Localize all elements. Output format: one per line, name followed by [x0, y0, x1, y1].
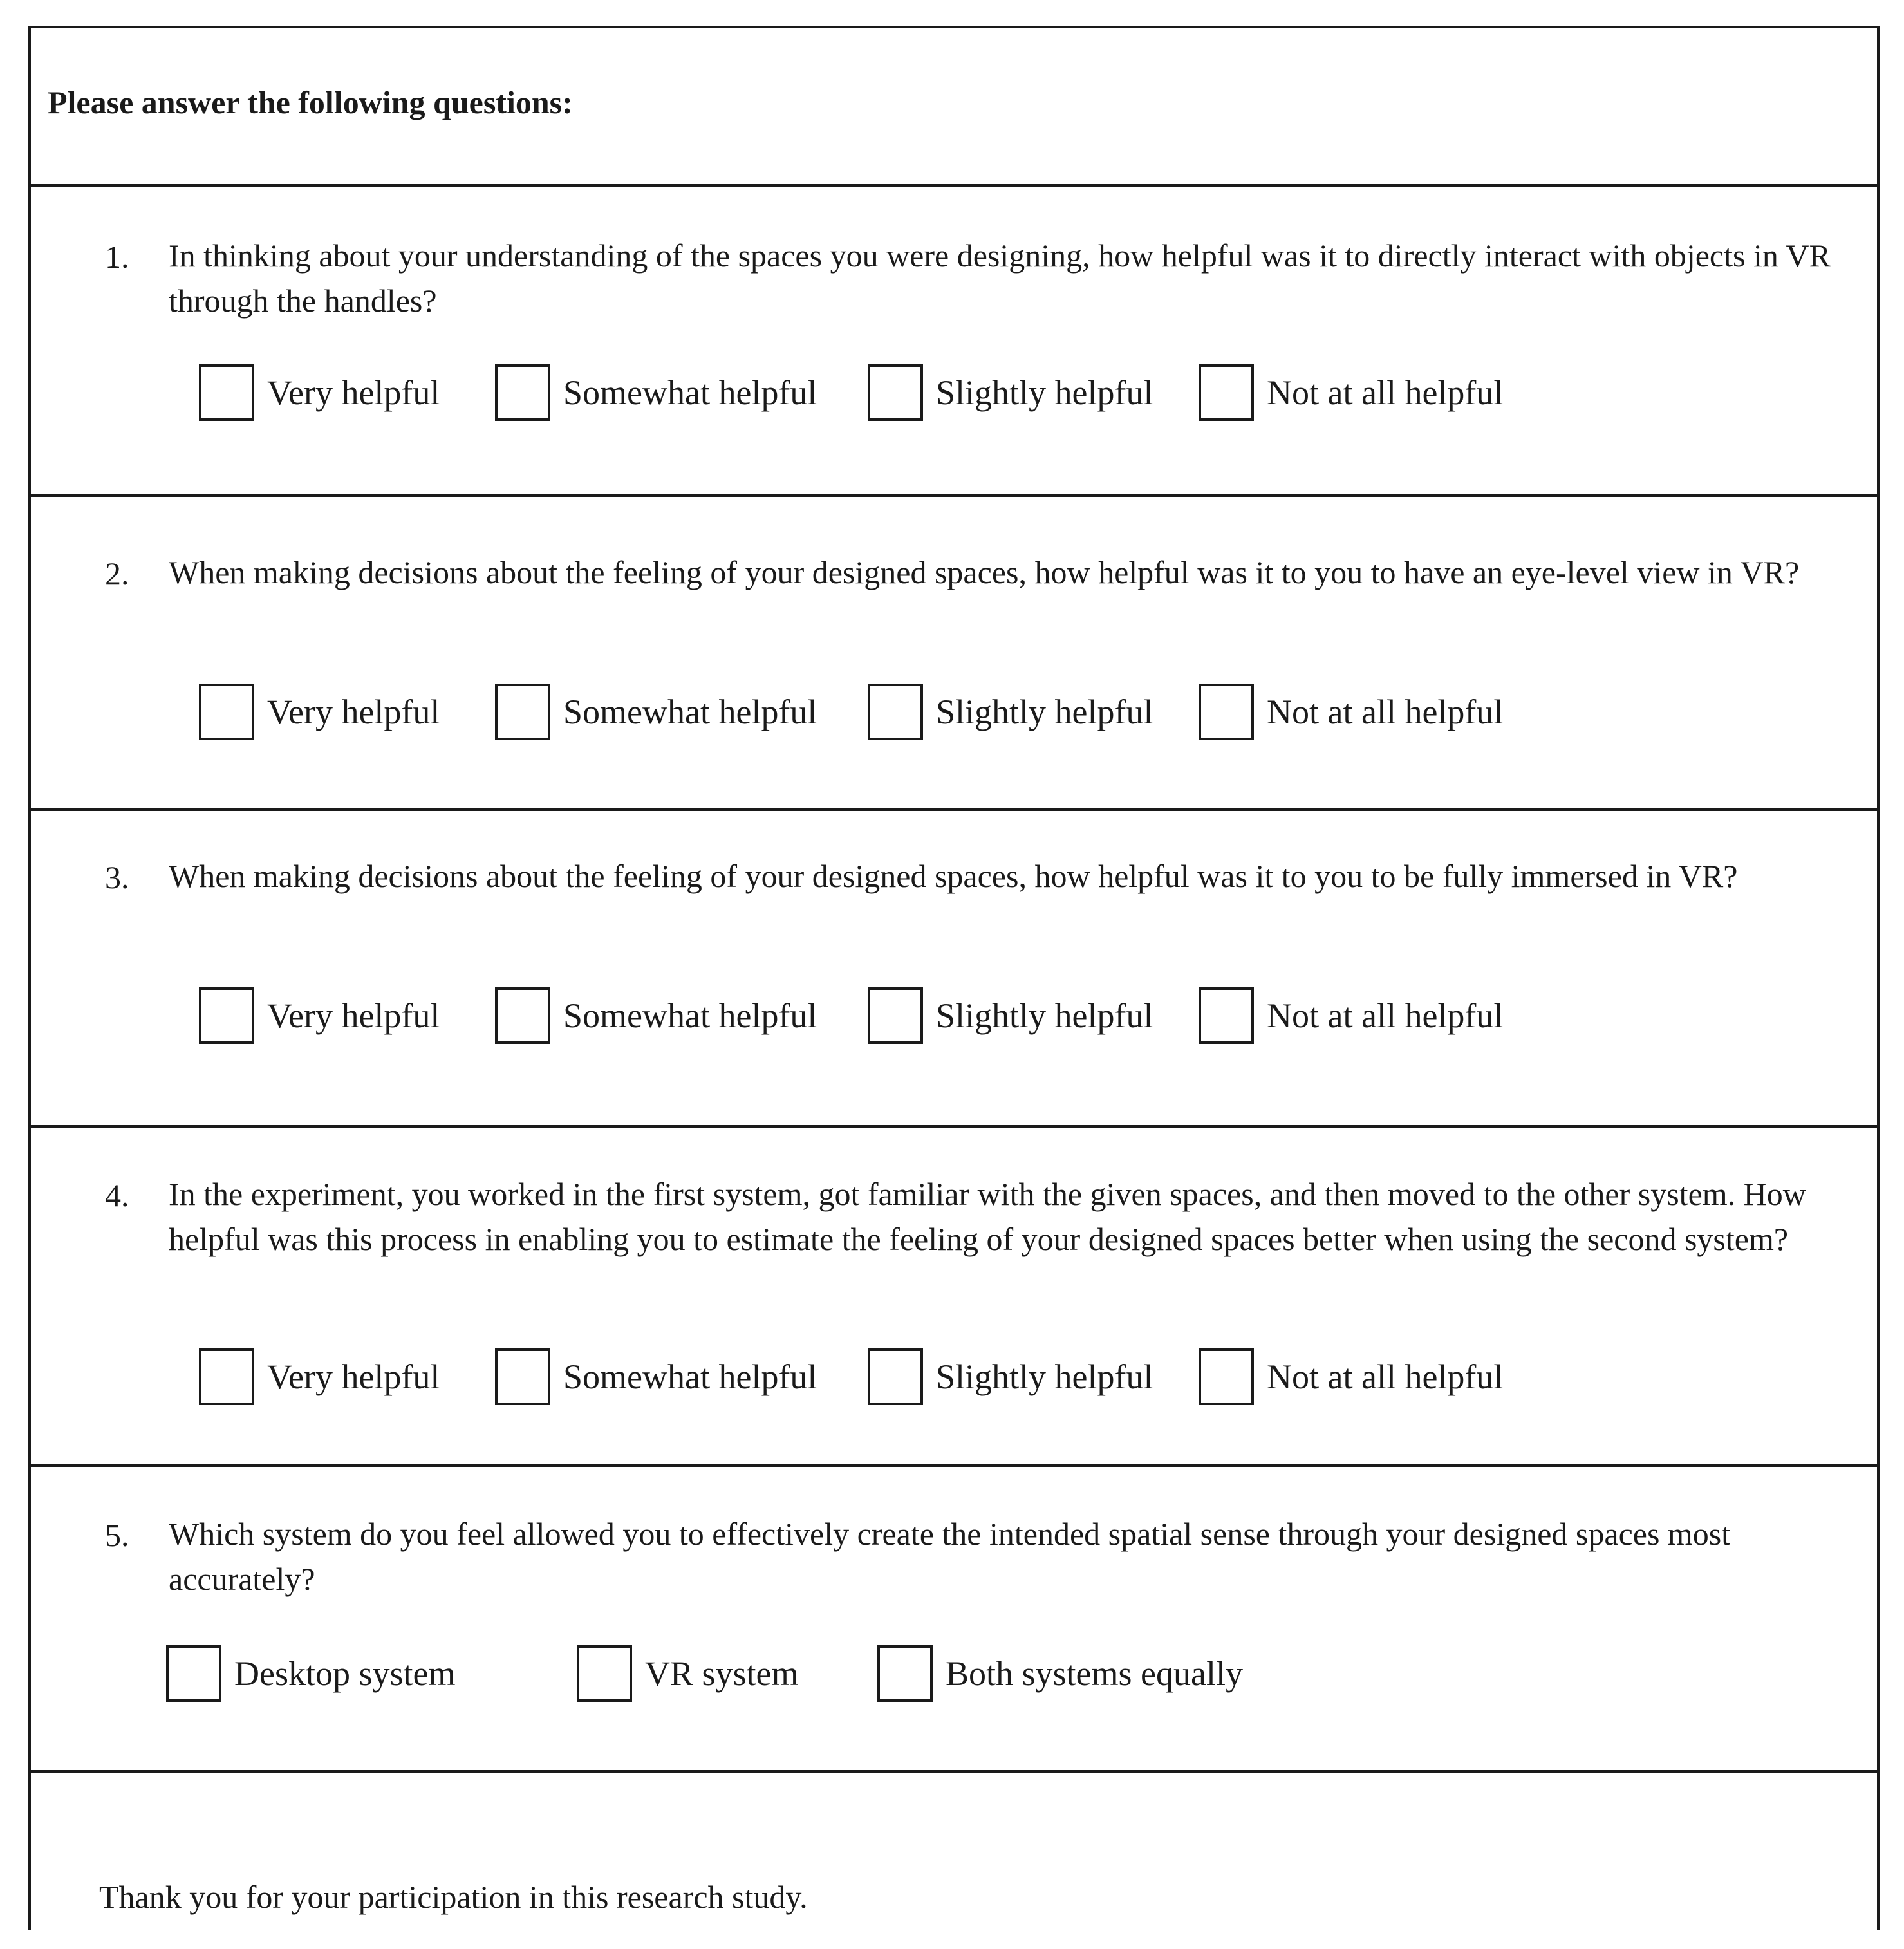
option-label: Not at all helpful	[1267, 996, 1504, 1035]
question-number: 4.	[105, 1177, 129, 1213]
option-both-systems-equally[interactable]	[877, 1645, 1243, 1702]
option-label: Very helpful	[267, 996, 440, 1035]
section-divider	[28, 1125, 1880, 1128]
option-label: Very helpful	[267, 693, 440, 731]
question-text: When making decisions about the feeling of your designed spaces, how helpful was it to you to have an eye-level view in VR?	[169, 554, 1800, 590]
option-very-helpful[interactable]	[199, 684, 440, 740]
option-label: Not at all helpful	[1267, 373, 1504, 412]
option-label: Very helpful	[267, 373, 440, 412]
option-label: Slightly helpful	[936, 693, 1153, 731]
option-not-at-all-helpful[interactable]	[1199, 987, 1503, 1044]
option-desktop-system[interactable]	[166, 1645, 456, 1702]
option-label: VR system	[645, 1654, 799, 1693]
question-text: When making decisions about the feeling of your designed spaces, how helpful was it to you to be fully immersed in VR?	[169, 858, 1738, 894]
question-number: 3.	[105, 859, 129, 895]
question-number: 1.	[105, 239, 129, 275]
option-label: Desktop system	[234, 1654, 456, 1693]
checkbox[interactable]	[199, 364, 254, 421]
option-somewhat-helpful[interactable]	[495, 364, 817, 421]
option-slightly-helpful[interactable]	[868, 1348, 1153, 1405]
instructions-heading: Please answer the following questions:	[48, 84, 573, 120]
checkbox[interactable]	[199, 1348, 254, 1405]
question-number: 5.	[105, 1517, 129, 1553]
section-divider	[28, 494, 1880, 497]
checkbox[interactable]	[868, 987, 923, 1044]
option-label: Not at all helpful	[1267, 1357, 1504, 1396]
option-label: Very helpful	[267, 1357, 440, 1396]
checkbox[interactable]	[1199, 364, 1254, 421]
checkbox[interactable]	[1199, 1348, 1254, 1405]
section-divider	[28, 808, 1880, 811]
option-somewhat-helpful[interactable]	[495, 987, 817, 1044]
checkbox[interactable]	[495, 684, 550, 740]
checkbox[interactable]	[495, 364, 550, 421]
option-very-helpful[interactable]	[199, 1348, 440, 1405]
option-label: Somewhat helpful	[563, 1357, 817, 1396]
option-slightly-helpful[interactable]	[868, 364, 1153, 421]
checkbox[interactable]	[199, 987, 254, 1044]
question-text: Which system do you feel allowed you to effectively create the intended spatial sense through your designed spaces most accurately?	[169, 1516, 1731, 1597]
option-not-at-all-helpful[interactable]	[1199, 684, 1503, 740]
question-text: In the experiment, you worked in the first system, got familiar with the given spaces, and then moved to the other system. How helpful was this process in enabling you to estimate the feeling of your designed spaces better when using the second system?	[169, 1176, 1806, 1257]
option-somewhat-helpful[interactable]	[495, 1348, 817, 1405]
option-label: Not at all helpful	[1267, 693, 1504, 731]
question-number: 2.	[105, 555, 129, 592]
option-label: Slightly helpful	[936, 996, 1153, 1035]
checkbox[interactable]	[495, 987, 550, 1044]
option-vr-system[interactable]	[577, 1645, 799, 1702]
checkbox[interactable]	[1199, 684, 1254, 740]
option-label: Slightly helpful	[936, 373, 1153, 412]
option-slightly-helpful[interactable]	[868, 684, 1153, 740]
option-label: Slightly helpful	[936, 1357, 1153, 1396]
option-label: Somewhat helpful	[563, 996, 817, 1035]
option-very-helpful[interactable]	[199, 987, 440, 1044]
question-text: In thinking about your understanding of the spaces you were designing, how helpful was it to directly interact with objects in VR through the handles?	[169, 238, 1831, 319]
option-label: Somewhat helpful	[563, 373, 817, 412]
checkbox[interactable]	[877, 1645, 933, 1702]
section-divider	[28, 1770, 1880, 1773]
option-label: Both systems equally	[946, 1654, 1243, 1693]
checkbox[interactable]	[868, 1348, 923, 1405]
checkbox[interactable]	[495, 1348, 550, 1405]
option-slightly-helpful[interactable]	[868, 987, 1153, 1044]
option-not-at-all-helpful[interactable]	[1199, 1348, 1503, 1405]
checkbox[interactable]	[166, 1645, 221, 1702]
thank-you-note: Thank you for your participation in this research study.	[99, 1879, 808, 1915]
checkbox[interactable]	[868, 364, 923, 421]
checkbox[interactable]	[1199, 987, 1254, 1044]
section-divider	[28, 184, 1880, 187]
option-somewhat-helpful[interactable]	[495, 684, 817, 740]
checkbox[interactable]	[868, 684, 923, 740]
option-not-at-all-helpful[interactable]	[1199, 364, 1503, 421]
checkbox[interactable]	[199, 684, 254, 740]
option-label: Somewhat helpful	[563, 693, 817, 731]
section-divider	[28, 1464, 1880, 1467]
option-very-helpful[interactable]	[199, 364, 440, 421]
checkbox[interactable]	[577, 1645, 632, 1702]
